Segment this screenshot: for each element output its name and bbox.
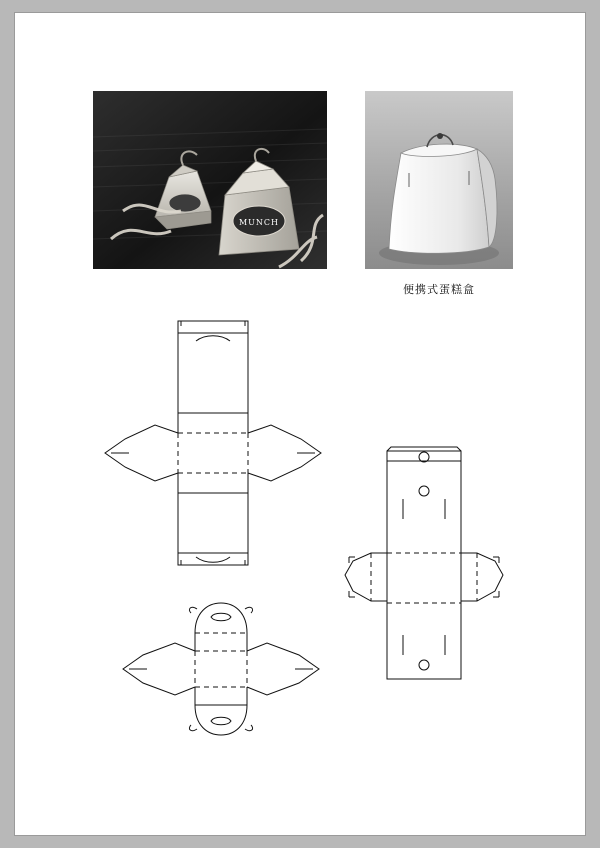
photo-row [93, 91, 513, 296]
cake-box-photo-single [365, 91, 513, 269]
svg-text:MUNCH: MUNCH [238, 218, 280, 227]
photo-caption: 便携式蛋糕盒 [403, 283, 475, 296]
dieline-right [345, 447, 503, 679]
document-page [14, 12, 586, 836]
dieline-top [105, 321, 321, 565]
dieline-bottom [123, 603, 319, 735]
cake-box-photo-group [93, 91, 327, 269]
dieline-figures [15, 303, 587, 803]
